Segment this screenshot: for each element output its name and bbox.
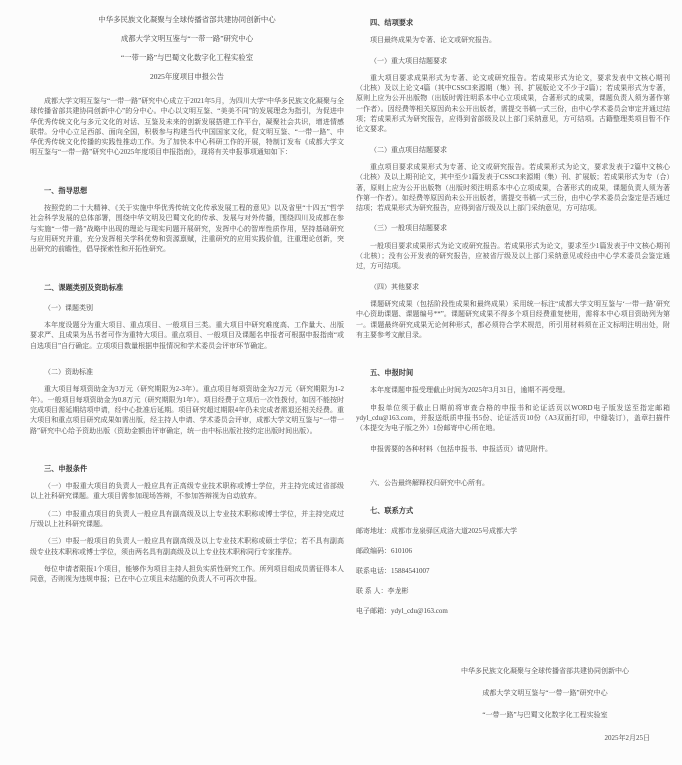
section-4-sub-1-heading: （一）重大项目结题要求 [370,56,447,65]
section-1-paragraph: 按照党的二十大精神、《关于实施中华优秀传统文化传承发展工程的意见》以及省里“十四五”哲学社会科学发展的总体部署，围绕中华文明及巴蜀文化的传承、发展与对外传播，围绕四川及成都在参与实施“一带一路”战略中出现的理论与现实问题开展研究，发挥中心的智库性质作用，坚持基础研究与应用研究并重，充分发挥相关学科优势和资源禀赋，注重研究的应用实践价值，注重理论创新，突出研究的前瞻性，倡导探索性和开拓性研究。 [30,204,344,254]
contact-zip: 邮政编码：610106 [356,546,412,555]
section-4-sub-4-heading: （四）其他要求 [370,282,419,291]
section-3-paragraph-4: 每位申请者限报1个项目，能够作为项目主持人担负实质性研究工作。所列项目组成员需征得本人同意，否则视为违规申报；已在中心立项且未结题的负责人不可再次申报。 [30,564,344,584]
title-line-announcement: 2025年度项目申报公告 [150,72,224,81]
section-3-paragraph-2: （二）申报重点项目的负责人一般应具有副高级及以上专业技术职称或博士学位，并主持完成过厅级以上社科研究课题。 [30,509,344,529]
title-line-research-center: 成都大学文明互鉴与“一带一路”研究中心 [120,34,254,43]
contact-email: 电子邮箱：ydyl_cdu@163.com [356,606,448,615]
section-5-paragraph-3: 申报需要的各种材料（包括申报书、申报活页）请见附件。 [370,444,552,453]
section-4-sub-1-paragraph: 重大项目要求成果形式为专著、论文或研究报告。若成果形式为论文，要求发表中文核心期刊（北核）及以上论文4篇（其中CSSCI来源期（集）刊、扩展版论文不少于2篇）；若成果形式为专著，原则上应为公开出版物（出版时需注明系本中心立项成果，合著形式的成果，课题负责人须为著作第一作者）。因经费等相关原因尚未公开出版者，需提交书稿一式三份，由中心学术委员会审定并通过结项；若成果形式为研究报告，应得到省部级及以上部门采纳意见，方可结项。古籍整理类项目暂不作论文要求。 [356,73,670,134]
section-4-heading: 四、结项要求 [370,19,414,27]
document-title-block [30,8,344,86]
section-6-line: 六、公告最终解释权归研究中心所有。 [370,478,489,487]
section-4-sub-3-heading: （三）一般项目结题要求 [370,224,447,233]
title-line-lab: “一带一路”与巴蜀文化数字化工程实验室 [120,53,254,62]
contact-person: 联 系 人：李龙彬 [356,586,409,595]
contact-address: 邮寄地址：成都市龙泉驿区成洛大道2025号成都大学 [356,526,517,535]
section-1-heading: 一、指导思想 [44,186,88,195]
section-2-sub-1-paragraph: 本年度设题分为重大项目、重点项目、一般项目三类。重大项目中研究难度高、工作量大、出版要求严、且成果为丛书者可作为重特大项目。重点项目、一般项目及课题名申报者可根据申报指南“或自选项目”自行确定。立项项目数量根据申报情况和学术委员会评审环节确定。 [30,321,344,350]
signature-line-center-name: 中华多民族文化凝聚与全球传播省部共建协同创新中心 [461,667,629,675]
right-column [356,8,670,621]
section-5-paragraph-2: 申报单位须于截止日期前将审查合格的申报书和论证活页以WORD电子版发送至指定邮箱ydyl_cdu@163.com，并报送纸质申报书5份、论证活页10份（A3双面打印，中缝装订），盖章扫描件（本提交为电子版之外）1份邮寄中心所在地。 [356,403,670,433]
section-4-sub-3-paragraph: 一般项目要求成果形式为论文或研究报告。若成果形式为论文，要求至少1篇发表于中文核心期刊（北核）；没有公开发表的研究报告，应被省厅级及以上部门采纳意见或经由中心学术委员会鉴定通过，方可结项。 [356,241,670,271]
section-4-intro: 项目最终成果为专著、论文或研究报告。 [370,36,496,45]
section-2-sub-1-heading: （一）课题类别 [44,303,93,312]
intro-paragraph: 成都大学文明互鉴与“一带一路”研究中心成立于2021年5月，为四川大学“中华多民族文化凝聚与全球传播省部共建协同创新中心”的分中心。中心以文明互鉴、“美美不同”的发展理念为指引，为促进中华优秀传统文化与多元文化的对话、互鉴及未来的创新发展搭建工作平台，凝聚社会共识，增进情感联带。分中心立足西部、面向全国，积极参与构建当代中国国家文化，促文明互鉴、“一带一路”、中华优秀传统文化传播的实践性推动工作。为了加快本中心科研工作的开展，特制订发布《成都大学文明互鉴与“一带一路”研究中心2025年度项目申报指南》，现将有关申报事项通知如下： [30,97,344,157]
section-4-sub-2-paragraph: 重点项目要求成果形式为专著、论文或研究报告。若成果形式为论文，要求发表于2篇中文核心（北核）及以上期刊论文，其中至少1篇发表于CSSCI来源期（集）刊、扩展版；若成果形式为专（合）著，原则上应为公开出版物（出版时须注明系本中心立项成果，合著形式的成果，课题负责人须为著作第一作者）。如经费等原因尚未公开出版者，需提交书稿一式三份，由中心学术委员会鉴定是否通过结项；若成果形式为研究报告，应得到省厅级及以上部门采纳意见，方可结项。 [356,162,670,213]
section-7-heading: 七、联系方式 [370,507,414,516]
section-3-heading: 三、申报条件 [44,464,88,473]
section-2-sub-2-paragraph: 重大项目每项资助金为3万元（研究期限为2-3年）。重点项目每项资助金为2万元（研究期限为1-2年）。一般项目每项资助金为0.8万元（研究期限为1年）。项目经费于立项后一次性拨付，如因不能按时完成项目需延期结项申请，经中心批准后延期。项目研究超过期限4年仍未完成者需退还相关经费。重大项目和重点项目研究成果如需出版，经主持人申请、学术委员会评审，成都大学文明互鉴与“一带一路”研究中心给予资助出版（资助金额由评审确定，统一由中标出版社按约定出版时间出版）。 [30,385,344,435]
section-5-heading: 五、申报时间 [370,369,414,378]
section-5-paragraph-1: 本年度课题申报受理截止时间为2025年3月31日，逾期不再受理。 [370,386,570,395]
section-3-paragraph-3: （三）申报一般项目的负责人一般应具有副高级及以上专业技术职称或硕士学位；若不具有副高级专业技术职称或博士学位，须由两名具有副高级及以上专业技术职称同行专家推荐。 [30,537,344,556]
section-4-sub-2-heading: （二）重点项目结题要求 [370,145,447,154]
signature-block [420,660,670,726]
section-4-sub-4-paragraph: 课题研究成果（包括阶段性成果和最终成果）采用统一标注“成都大学文明互鉴与‘一带一路’研究中心资助课题、课题编号**”。课题研究成果不得多个项目经费重复使用，需将本中心项目资助列为第一。课题最终研究成果无论何种形式，都必须符合学术规范，所引用材料须在正文标明注明出处，附有主要参考文献目录。 [356,299,670,339]
title-line-center-name: 中华多民族文化凝聚与全球传播省部共建协同创新中心 [98,15,276,24]
contact-phone: 联系电话：15884541007 [356,566,430,575]
left-column [30,8,344,585]
section-3-paragraph-1: （一）申报重大项目的负责人一般应具有正高级专业技术职称或博士学位，并主持完成过省部级以上社科研究课题。重大项目需参加现场答辩，不参加答辩视为自动放弃。 [30,482,344,501]
signature-line-lab: “一带一路”与巴蜀文化数字化工程实验室 [482,711,608,719]
signature-line-research-center: 成都大学文明互鉴与“一带一路”研究中心 [482,689,608,697]
document-date: 2025年2月25日 [604,734,650,742]
section-2-heading: 二、课题类别及资助标准 [44,283,124,292]
section-2-sub-2-heading: （二）资助标准 [44,368,93,377]
